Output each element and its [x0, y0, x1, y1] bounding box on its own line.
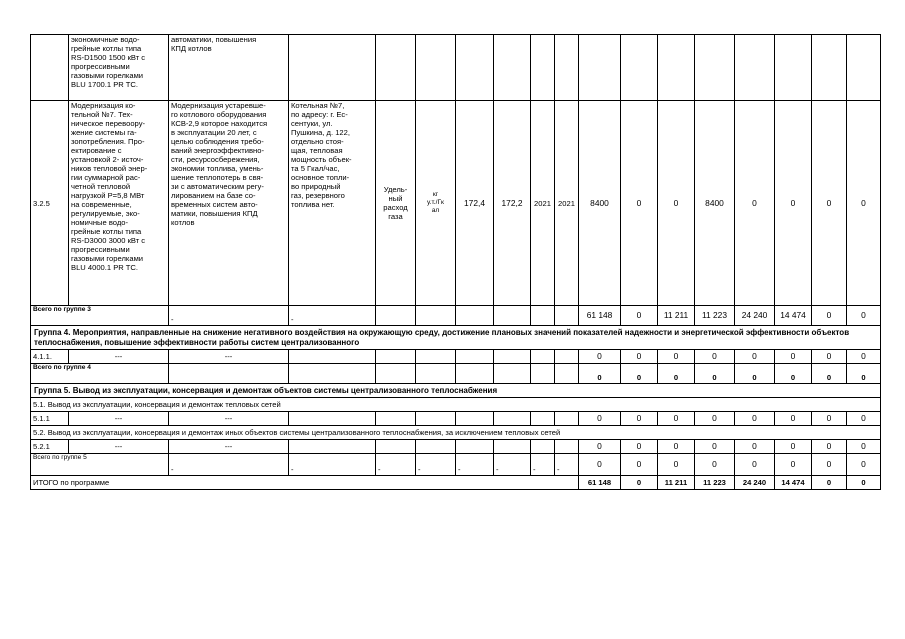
cell-fin-3: 0	[695, 364, 735, 384]
cell-fin-0: 0	[579, 350, 621, 364]
cell-fin-0: 8400	[579, 101, 621, 306]
cell-dash: ---	[169, 350, 289, 364]
cell-dash: -	[555, 454, 579, 476]
cell-fin-0: 61 148	[579, 476, 621, 490]
cell-fin-0: 61 148	[579, 306, 621, 326]
cell-fin-0: 0	[579, 412, 621, 426]
cell-dash: ---	[69, 412, 169, 426]
cell-fin-0: 0	[579, 440, 621, 454]
subgroup-5-2-title: 5.2. Вывод из эксплуатации, консервация и демонтаж иных объектов системы централизованного теплоснабжения, за исключением тепловых сетей	[31, 426, 881, 440]
cell-fin-4: 24 240	[735, 476, 775, 490]
cell-fin-4: 0	[735, 440, 775, 454]
cell-fin-4: 0	[735, 350, 775, 364]
table-row	[31, 101, 881, 306]
cell-indicator: Удель- ный расход газа	[376, 101, 416, 306]
cell-fin-6: 0	[812, 306, 847, 326]
cell-fin-7: 0	[847, 440, 881, 454]
cell-dash: ---	[69, 440, 169, 454]
cell-fin-1: 0	[621, 364, 658, 384]
cell-dash: -	[289, 454, 376, 476]
cell-fin-5: 0	[775, 101, 812, 306]
cell-fin-1: 0	[621, 350, 658, 364]
cell-fin-5: 0	[775, 440, 812, 454]
cell-fin-3: 0	[695, 454, 735, 476]
cell-year-end: 2021	[555, 101, 579, 306]
cell-fin-5: 14 474	[775, 476, 812, 490]
cell-dash: -	[376, 454, 416, 476]
cell-num: 5.2.1	[31, 440, 69, 454]
cell-fin-1: 0	[621, 101, 658, 306]
cell-fin-2: 0	[658, 364, 695, 384]
cell-fin-4: 0	[735, 101, 775, 306]
cell-fin-5: 0	[775, 364, 812, 384]
cell-dash: -	[494, 454, 531, 476]
cell-dash: ---	[169, 440, 289, 454]
table-row	[31, 35, 881, 101]
cell-fin-2: 0	[658, 454, 695, 476]
cell-fin-6: 0	[812, 454, 847, 476]
table-row-total	[31, 454, 881, 476]
table-row-grand-total	[31, 476, 881, 490]
cell-dash: -	[169, 454, 289, 476]
cell-fin-2: 0	[658, 412, 695, 426]
cell-description: экономичные водо- грейные котлы типа RS-D1500 1500 кВт с прогрессивными газовыми горелками BLU 1700.1 PR TC.	[69, 35, 169, 101]
cell-value-plan: 172,2	[494, 101, 531, 306]
cell-fin-4: 0	[735, 412, 775, 426]
total-group-5-label: Всего по группе 5	[31, 454, 169, 476]
table-row	[31, 412, 881, 426]
cell-fin-5: 0	[775, 350, 812, 364]
cell-fin-2: 0	[658, 440, 695, 454]
table-row	[31, 350, 881, 364]
cell-fin-5: 14 474	[775, 306, 812, 326]
cell-dash: ---	[169, 412, 289, 426]
cell-fin-5: 0	[775, 412, 812, 426]
cell-dash: ---	[69, 350, 169, 364]
cell-num: 4.1.1.	[31, 350, 69, 364]
cell-dash: -	[531, 454, 555, 476]
cell-fin-7: 0	[847, 412, 881, 426]
cell-fin-6: 0	[812, 412, 847, 426]
cell-num	[31, 35, 69, 101]
group-4-title: Группа 4. Мероприятия, направленные на снижение негативного воздействия на окружающую среду, достижение плановых значений показателей надежности и энергетической эффективности объектов теплоснабжения, повышение эффективности работы систем централизованного	[31, 326, 881, 350]
cell-fin-0: 0	[579, 454, 621, 476]
cell-dash: -	[289, 306, 376, 326]
cell-fin-1: 0	[621, 440, 658, 454]
group-5-title: Группа 5. Вывод из эксплуатации, консервация и демонтаж объектов системы централизованного теплоснабжения	[31, 384, 881, 398]
cell-description: Модернизация ко- тельной №7. Тех- ническое перевоору- жение системы га- зопотребления. Про- ектирование с установкой 2- источ- ников тепловой энер- гии суммарной рас- четной тепловой нагрузкой Р=5,8 МВт на современные, регулируемые, эко- номичные водо- грейные котлы типа RS-D3000 3000 кВт с прогрессивными газовыми горелками BLU 4000.1 PR TC.	[69, 101, 169, 306]
cell-fin-5: 0	[775, 454, 812, 476]
cell-fin-6: 0	[812, 476, 847, 490]
cell-fin-3: 11 223	[695, 306, 735, 326]
grand-total-label: ИТОГО по программе	[31, 476, 579, 490]
cell-value-base: 172,4	[456, 101, 494, 306]
program-table-page	[30, 34, 880, 490]
cell-fin-6: 0	[812, 350, 847, 364]
cell-fin-7: 0	[847, 364, 881, 384]
cell-fin-7: 0	[847, 454, 881, 476]
table-row-total	[31, 364, 881, 384]
cell-dash: -	[456, 454, 494, 476]
program-table	[30, 34, 881, 490]
subgroup-5-1-title: 5.1. Вывод из эксплуатации, консервация и демонтаж тепловых сетей	[31, 398, 881, 412]
total-group-3-label: Всего по группе 3	[31, 306, 169, 326]
group-header-row	[31, 326, 881, 350]
cell-dash: -	[416, 454, 456, 476]
table-row-total	[31, 306, 881, 326]
total-group-4-label: Всего по группе 4	[31, 364, 169, 384]
cell-unit: кг у.т./Гк ал	[416, 101, 456, 306]
table-row	[31, 440, 881, 454]
cell-fin-2: 11 211	[658, 306, 695, 326]
cell-fin-1: 0	[621, 412, 658, 426]
cell-fin-1: 0	[621, 454, 658, 476]
cell-fin-4: 0	[735, 454, 775, 476]
cell-fin-7: 0	[847, 306, 881, 326]
cell-fin-3: 8400	[695, 101, 735, 306]
cell-fin-7: 0	[847, 350, 881, 364]
cell-fin-6: 0	[812, 364, 847, 384]
cell-dash: -	[169, 306, 289, 326]
cell-fin-2: 0	[658, 350, 695, 364]
cell-fin-3: 11 223	[695, 476, 735, 490]
subgroup-header-row	[31, 426, 881, 440]
cell-num: 3.2.5	[31, 101, 69, 306]
cell-fin-4: 24 240	[735, 306, 775, 326]
cell-fin-6: 0	[812, 101, 847, 306]
cell-goal: автоматики, повышения КПД котлов	[169, 35, 289, 101]
cell-fin-3: 0	[695, 440, 735, 454]
cell-fin-1: 0	[621, 476, 658, 490]
cell-year-start: 2021	[531, 101, 555, 306]
cell-fin-3: 0	[695, 350, 735, 364]
cell-fin-3: 0	[695, 412, 735, 426]
cell-goal: Модернизация устаревше- го котлового оборудования КСВ-2,9 которое находится в эксплуатации 20 лет, с целью соблюдения требо- ваний энергоэффективно- сти, ресурсосбережения, экономии топлива, умень- шение теплопотерь в свя- зи с автоматическим регу- лированием на базе со- временных систем авто- матики, повышения КПД котлов	[169, 101, 289, 306]
cell-fin-7: 0	[847, 476, 881, 490]
cell-fin-4: 0	[735, 364, 775, 384]
cell-fin-2: 11 211	[658, 476, 695, 490]
group-header-row	[31, 384, 881, 398]
cell-fin-0: 0	[579, 364, 621, 384]
cell-fin-2: 0	[658, 101, 695, 306]
cell-fin-7: 0	[847, 101, 881, 306]
cell-fin-1: 0	[621, 306, 658, 326]
cell-num: 5.1.1	[31, 412, 69, 426]
cell-object: Котельная №7, по адресу: г. Ес- сентуки, ул. Пушкина, д. 122, отдельно стоя- щая, тепловая мощность объек- та 5 Гкал/час, основное топли- во природный газ, резервного топлива нет.	[289, 101, 376, 306]
subgroup-header-row	[31, 398, 881, 412]
cell-fin-6: 0	[812, 440, 847, 454]
